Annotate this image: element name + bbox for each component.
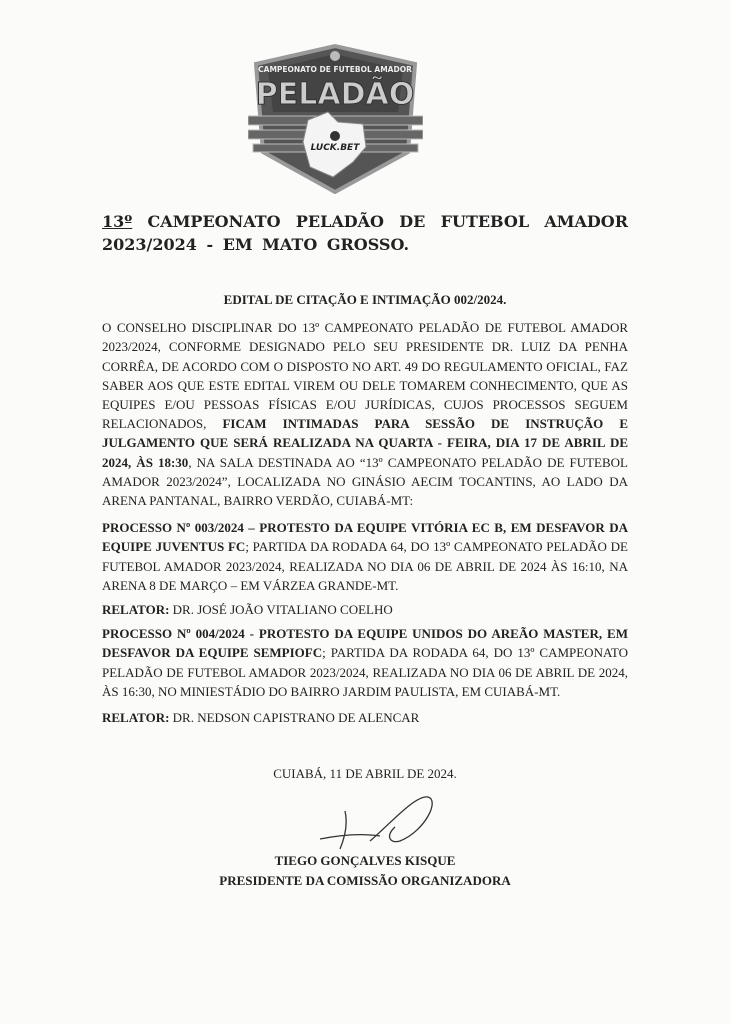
svg-text:CAMPEONATO DE FUTEBOL AMADOR: CAMPEONATO DE FUTEBOL AMADOR [258, 65, 412, 74]
relator-label: RELATOR: [102, 602, 170, 618]
title-ordinal: 13º [102, 212, 133, 231]
intro-bold-text: FICAM INTIMADAS PARA SESSÃO DE INSTRUÇÃO E JULGAMENTO QUE SERÁ REALIZADA NA QUARTA - FEIRA, DIA 17 DE ABRIL DE 2024, ÀS 18:30 [102, 416, 628, 470]
peladao-logo [248, 42, 423, 194]
process-title: PROCESSO Nº 003/2024 – PROTESTO DA EQUIPE VITÓRIA EC B, EM DESFAVOR DA EQUIPE JUVENTUS FC [102, 520, 628, 555]
svg-text:LUCK.BET: LUCK.BET [310, 143, 360, 153]
process-003 [102, 518, 628, 595]
process-text: ; PARTIDA DA RODADA 64, DO 13º CAMPEONATO PELADÃO DE FUTEBOL AMADOR 2023/2024, REALIZADA NO DIA 06 DE ABRIL DE 2024 ÀS 16:10, NA ARENA 8 DE MARÇO – EM VÁRZEA GRANDE-MT. [102, 539, 628, 593]
date-line: CUIABÁ, 11 DE ABRIL DE 2024. [273, 766, 457, 782]
intro-text-2: , NA SALA DESTINADA AO “13º CAMPEONATO PELADÃO DE FUTEBOL AMADOR 2023/2024”, LOCALIZADA NO GINÁSIO AECIM TOCANTINS, AO LADO DA ARENA PANTANAL, BAIRRO VERDÃO, CUIABÁ-MT: [102, 454, 628, 509]
relator-003 [102, 600, 628, 619]
relator-004 [102, 708, 628, 727]
edital-heading: EDITAL DE CITAÇÃO E INTIMAÇÃO 002/2024. [223, 292, 507, 307]
signer-role: PRESIDENTE DA COMISSÃO ORGANIZADORA [219, 872, 511, 888]
process-text: ; PARTIDA DA RODADA 64, DO 13º CAMPEONATO PELADÃO DE FUTEBOL AMADOR 2023/2024, REALIZADA NO DIA 06 DE ABRIL DE 2024, ÀS 16:30, NO MINIESTÁDIO DO BAIRRO JARDIM PAULISTA, EM CUIABÁ-MT. [102, 645, 628, 699]
svg-text:PELADÃO: PELADÃO [255, 77, 415, 112]
intro-text: O CONSELHO DISCIPLINAR DO 13º CAMPEONATO PELADÃO DE FUTEBOL AMADOR 2023/2024, CONFORME DESIGNADO PELO SEU PRESIDENTE DR. LUIZ DA PENHA CORRÊA, DE ACORDO COM O DISPOSTO NO ART. 49 DO REGULAMENTO OFICIAL, FAZ SABER AOS QUE ESTE EDITAL VIREM OU DELE TOMAREM CONHECIMENTO, QUE AS EQUIPES E/OU PESSOAS FÍSICAS E/OU JURÍDICAS, CUJOS PROCESSOS SEGUEM RELACIONADOS, [102, 320, 628, 432]
relator-label: RELATOR: [102, 710, 170, 726]
document-title [102, 210, 628, 256]
process-004 [102, 624, 628, 701]
relator-name: DR. JOSÉ JOÃO VITALIANO COELHO [169, 602, 393, 618]
document-body [102, 210, 628, 890]
intro-paragraph [102, 318, 628, 510]
signature-area [102, 789, 628, 851]
signer-name: TIEGO GONÇALVES KISQUE [274, 853, 456, 869]
title-text: CAMPEONATO PELADÃO DE FUTEBOL AMADOR 2023/2024 - EM MATO GROSSO. [102, 212, 628, 254]
signature [300, 789, 450, 851]
process-title: PROCESSO Nº 004/2024 - PROTESTO DA EQUIPE UNIDOS DO AREÃO MASTER, EM DESFAVOR DA EQUIPE SEMPIOFC [102, 626, 628, 661]
relator-name: DR. NEDSON CAPISTRANO DE ALENCAR [169, 710, 420, 726]
